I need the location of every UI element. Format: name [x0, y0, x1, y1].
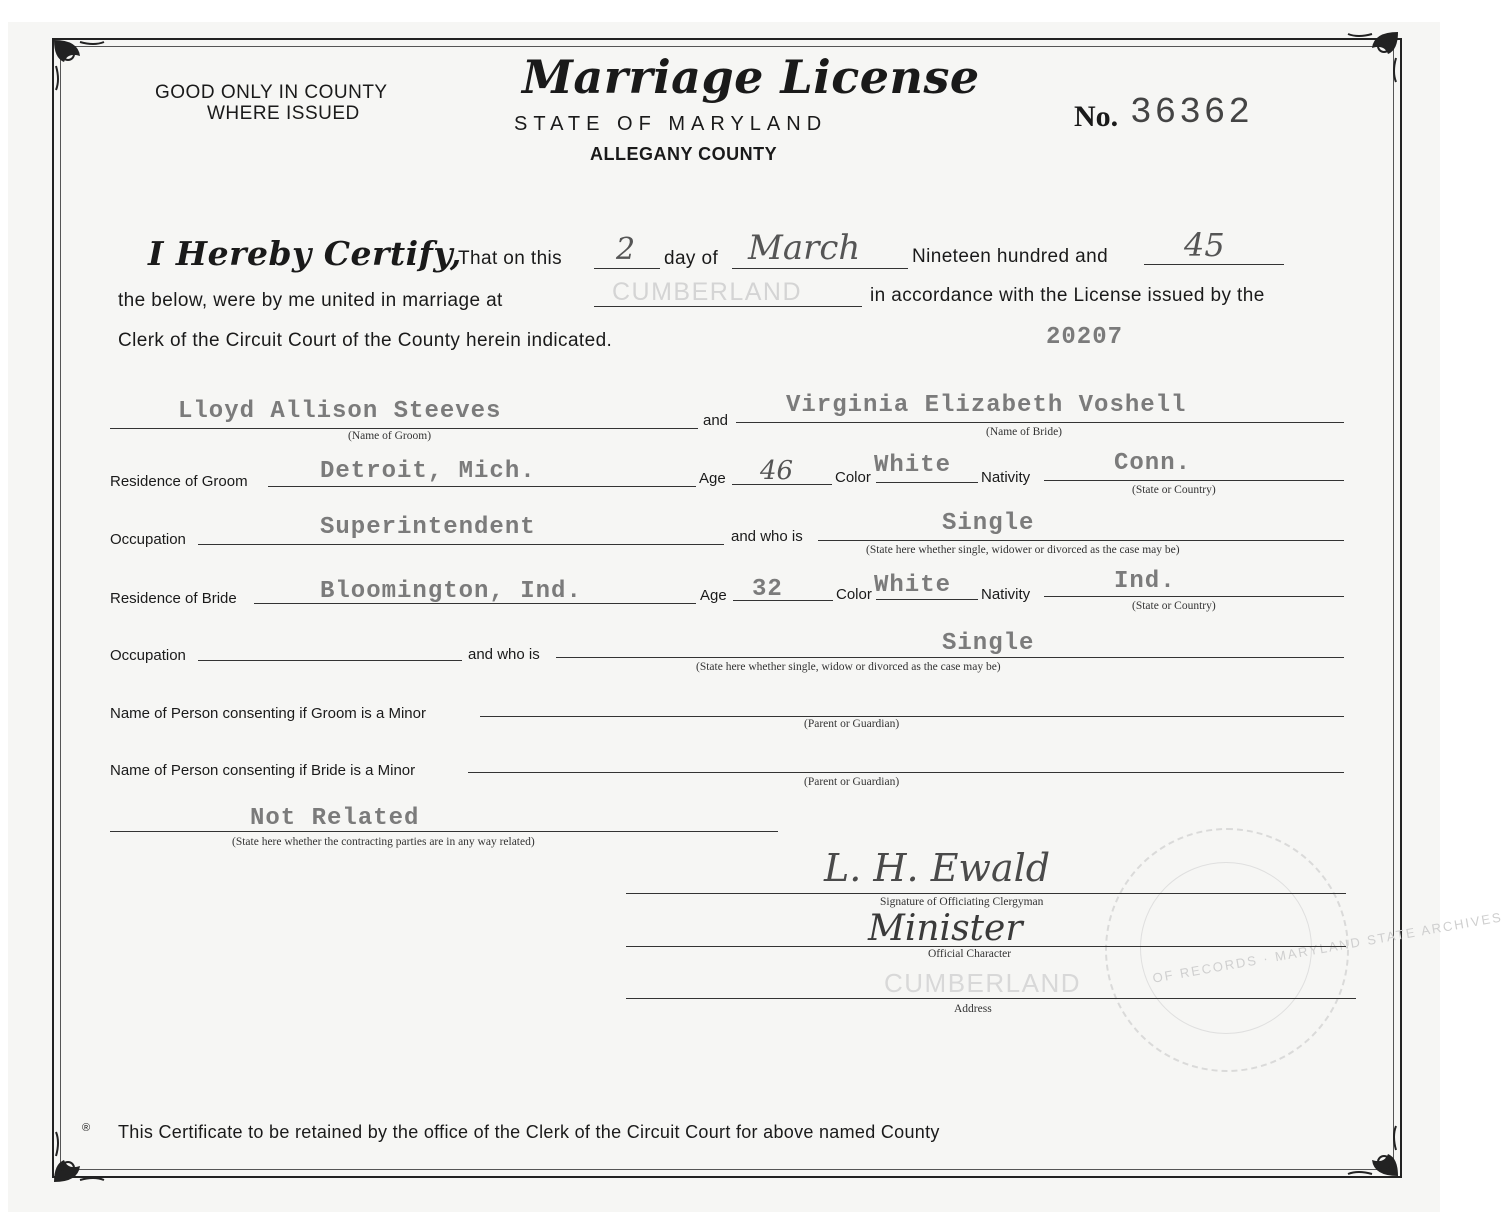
groom-status-hint: (State here whether single, widower or divorced as the case may be) [866, 544, 1180, 556]
groom-age-label: Age [699, 470, 726, 487]
good-only-line1: GOOD ONLY IN COUNTY [155, 82, 388, 103]
corner-ornament-icon [1346, 1124, 1402, 1180]
seal-text: OF RECORDS · MARYLAND STATE ARCHIVES [1151, 909, 1504, 986]
groom-name-line [110, 428, 698, 429]
clergyman-signature: L. H. Ewald [824, 846, 1051, 890]
in-accordance-label: in accordance with the License issued by the [870, 285, 1265, 306]
bride-name: Virginia Elizabeth Voshell [786, 392, 1187, 419]
bride-occupation-label: Occupation [110, 647, 186, 664]
bride-age-line [733, 600, 833, 601]
bride-color-line [876, 599, 978, 600]
groom-parent-guardian-label: (Parent or Guardian) [804, 718, 900, 730]
name-of-groom-label: (Name of Groom) [348, 430, 432, 442]
bride-status: Single [942, 630, 1035, 657]
relation-line [110, 831, 778, 832]
corner-ornament-icon [1346, 28, 1402, 84]
relation-value: Not Related [250, 805, 420, 832]
groom-occupation: Superintendent [320, 514, 536, 541]
groom-state-or-country-label: (State or Country) [1132, 484, 1216, 496]
groom-nativity-label: Nativity [981, 469, 1031, 486]
day-of-label: day of [664, 248, 719, 269]
year-value: 45 [1184, 226, 1225, 264]
corner-ornament-icon [50, 36, 106, 92]
clergyman-signature-line [626, 893, 1346, 894]
footer-retained-text: This Certificate to be retained by the office of the Clerk of the Circuit Court for above named County [118, 1122, 940, 1142]
bride-occupation-line [198, 660, 462, 661]
bride-minor-consent-label: Name of Person consenting if Bride is a Minor [110, 762, 416, 779]
year-line [1144, 264, 1284, 265]
groom-occupation-line [198, 544, 724, 545]
license-number-label: No. [1074, 100, 1119, 133]
registered-mark: ® [82, 1122, 91, 1134]
state-name: STATE OF MARYLAND [514, 113, 828, 135]
groom-age: 46 [760, 456, 794, 486]
residence-of-bride-label: Residence of Bride [110, 590, 237, 607]
name-of-bride-label: (Name of Bride) [986, 426, 1062, 438]
bride-status-hint: (State here whether single, widow or divorced as the case may be) [696, 661, 1001, 673]
bride-and-who-is-label: and who is [468, 646, 540, 663]
relation-hint: (State here whether the contracting parties are in any way related) [232, 836, 535, 848]
license-number: 36362 [1130, 92, 1254, 133]
official-character-value: Minister [868, 908, 1023, 949]
certify-heading: I Hereby Certify, [148, 234, 462, 273]
groom-occupation-label: Occupation [110, 531, 186, 548]
groom-nativity: Conn. [1114, 450, 1192, 477]
bride-nativity-line [1044, 596, 1344, 597]
groom-minor-consent-label: Name of Person consenting if Groom is a Minor [110, 705, 426, 722]
bride-residence: Bloomington, Ind. [320, 578, 582, 605]
license-reference: 20207 [1046, 324, 1124, 351]
groom-color-label: Color [835, 469, 871, 486]
corner-ornament-icon [50, 1130, 106, 1186]
month-value: March [748, 228, 861, 268]
bride-name-line [736, 422, 1344, 423]
bride-color: White [874, 572, 952, 599]
groom-color-line [876, 482, 978, 483]
nineteen-hundred-label: Nineteen hundred and [912, 246, 1109, 267]
and-label: and [703, 412, 729, 429]
residence-of-groom-label: Residence of Groom [110, 473, 248, 490]
groom-residence-line [268, 486, 696, 487]
document-title: Marriage License [522, 50, 980, 104]
bride-color-label: Color [836, 586, 872, 603]
groom-minor-consent-line [480, 716, 1344, 717]
address-value: CUMBERLAND [884, 968, 1082, 998]
clergyman-signature-label: Signature of Officiating Clergyman [880, 896, 1044, 908]
groom-name: Lloyd Allison Steeves [178, 398, 502, 425]
bride-parent-guardian-label: (Parent or Guardian) [804, 776, 900, 788]
groom-color: White [874, 452, 952, 479]
month-line [732, 268, 908, 269]
bride-state-or-country-label: (State or Country) [1132, 600, 1216, 612]
groom-residence: Detroit, Mich. [320, 458, 536, 485]
day-line [594, 268, 660, 269]
county-name: ALLEGANY COUNTY [590, 144, 778, 164]
day-value: 2 [616, 232, 636, 267]
address-label: Address [954, 1003, 992, 1015]
that-on-this-label: That on this [458, 248, 563, 269]
clerk-line: Clerk of the Circuit Court of the County herein indicated. [118, 330, 613, 351]
groom-status-line [818, 540, 1344, 541]
bride-minor-consent-line [468, 772, 1344, 773]
the-below-label: the below, were by me united in marriage at [118, 290, 503, 311]
groom-and-who-is-label: and who is [731, 528, 803, 545]
bride-age: 32 [752, 576, 783, 603]
good-only-line2: WHERE ISSUED [207, 103, 360, 124]
bride-status-line [556, 657, 1344, 658]
official-character-label: Official Character [928, 948, 1012, 960]
bride-nativity-label: Nativity [981, 586, 1031, 603]
place-value: CUMBERLAND [612, 278, 803, 306]
bride-age-label: Age [700, 587, 727, 604]
groom-status: Single [942, 510, 1035, 537]
bride-nativity: Ind. [1114, 568, 1176, 595]
groom-nativity-line [1044, 480, 1344, 481]
